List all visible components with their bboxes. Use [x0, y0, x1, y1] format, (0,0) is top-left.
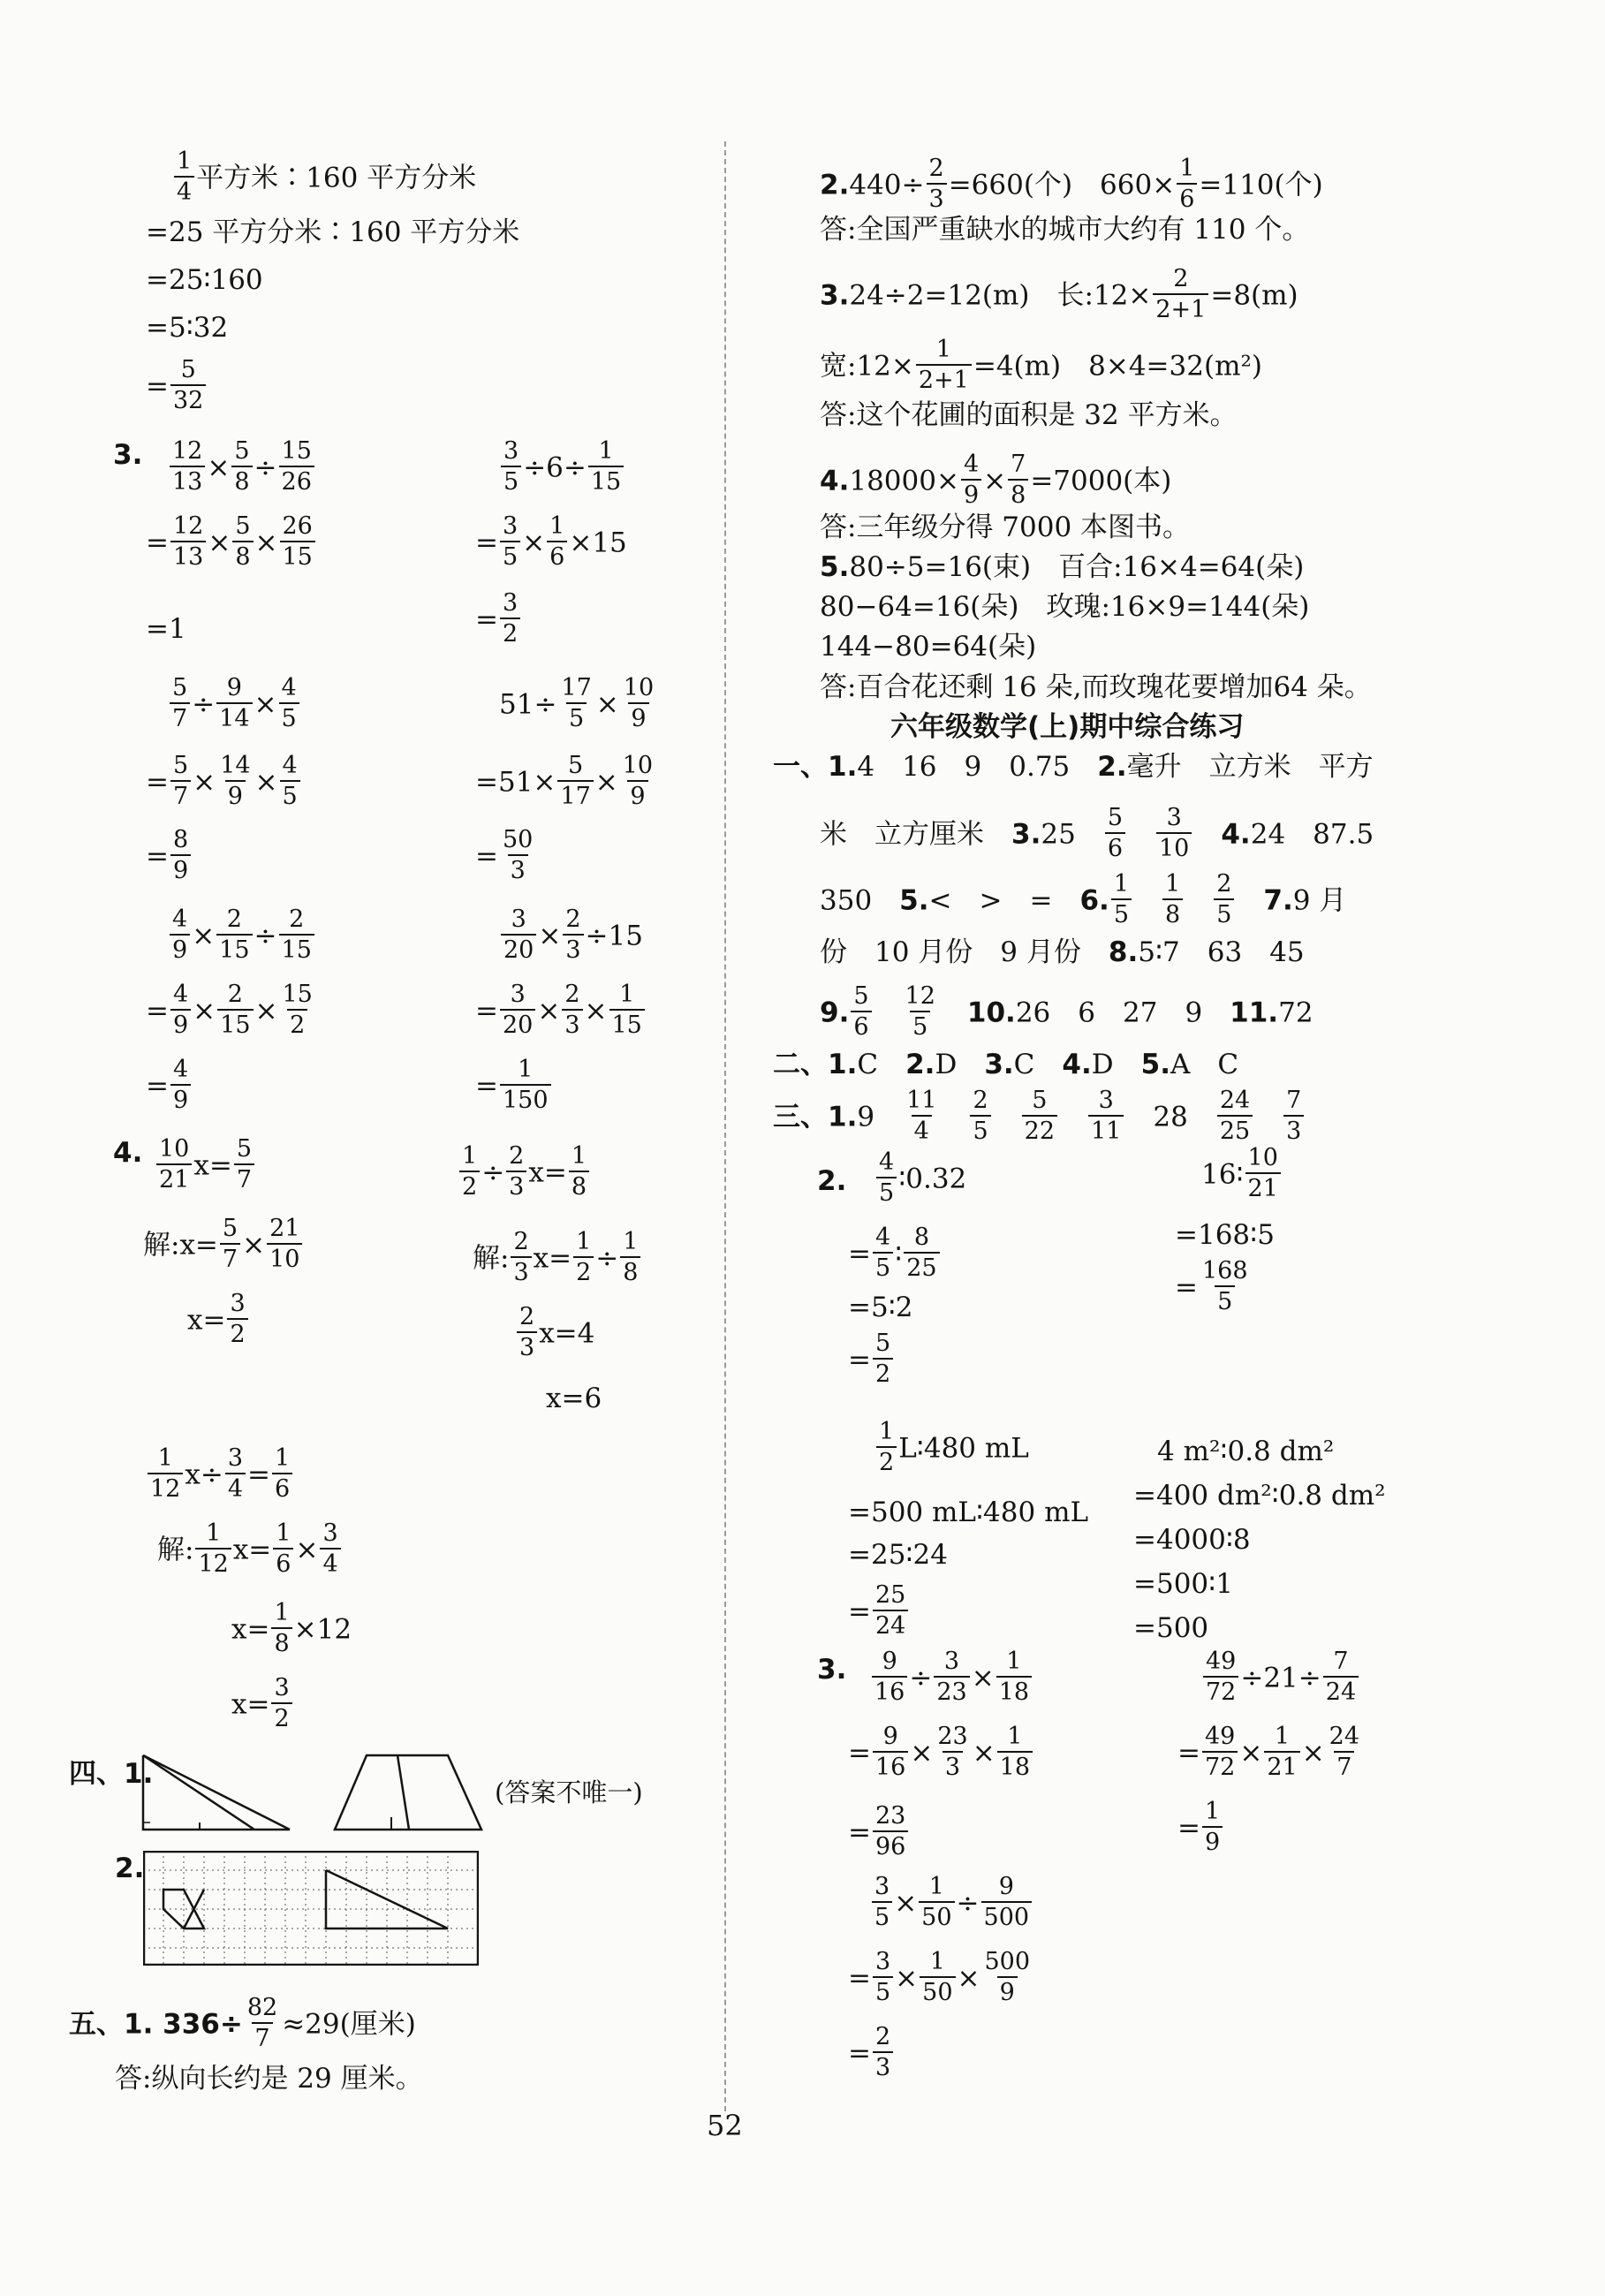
q3-label: 3. — [113, 439, 143, 471]
ratio-b-line-3: = $\frac{168}{5}$ — [1175, 1257, 1248, 1315]
q3-expr-6-result: = $\frac{1}{150}$ — [475, 1060, 553, 1115]
q3-expr-6-step-1: = $\frac{3}{20}$ × $\frac{2}{3}$ × $\frac{1}{15}$ — [475, 985, 647, 1040]
part-one-line-2: 米 立方厘米 3.25 $\frac{5}{6}$ $\frac{3}{10}$ 4.24 87.5 — [820, 804, 1374, 862]
right-q3-line-2: 宽:12× $\frac{1}{2+1}$ =4(m) 8×4=32(m²) — [820, 336, 1262, 394]
ratio-b-line-2: =168∶5 — [1175, 1219, 1275, 1251]
ratio-d-line-3: =4000∶8 — [1133, 1524, 1251, 1556]
right-q3-line-1: 3.24÷2=12(m) 长:12× $\frac{2}{2+1}$ =8(m) — [820, 265, 1298, 323]
calc-a-line-3: = $\frac{23}{96}$ — [848, 1807, 910, 1861]
section-five-line-1: 五、1. 336÷ $\frac{82}{7}$ ≈29(厘米) — [69, 1994, 416, 2052]
calc-b-line-1: $\frac{49}{72}$ ÷21÷ $\frac{7}{24}$ — [1201, 1652, 1360, 1707]
q3-expr-1: $\frac{12}{13}$ × $\frac{5}{8}$ ÷ $\frac{15}{26}$ — [168, 442, 316, 496]
right-q4-answer: 答:三年级分得 7000 本图书。 — [820, 511, 1191, 543]
right-q5-answer: 答:百合花还剩 16 朵,而玫瑰花要增加64 朵。 — [820, 671, 1372, 703]
trapezoid-figure — [331, 1754, 486, 1833]
q4-eq-b: $\frac{1}{2}$ ÷ $\frac{2}{3}$ x= $\frac{1}{8}$ — [458, 1147, 591, 1201]
section-four-item-2-label: 2. — [115, 1853, 145, 1884]
ratio-a-line-3: =5∶2 — [848, 1292, 913, 1323]
q4-eq-c-result: x= $\frac{3}{2}$ — [231, 1678, 294, 1733]
answer-not-unique-note: (答案不唯一) — [495, 1777, 643, 1807]
q3-expr-1-result: =1 — [146, 613, 186, 645]
ratio-d-line-5: =500 — [1133, 1612, 1209, 1644]
column-divider — [724, 141, 726, 2111]
ratio-d-line-1: 4 m²∶0.8 dm² — [1157, 1436, 1335, 1467]
q3-expr-4: 51÷ $\frac{17}{5}$ × $\frac{10}{9}$ — [499, 674, 655, 732]
q4-eq-b-result: x=6 — [546, 1383, 602, 1414]
ratio-a-line-2: = $\frac{4}{5}$ ∶ $\frac{8}{25}$ — [848, 1228, 942, 1283]
q4-eq-c: $\frac{1}{12}$ x÷ $\frac{3}{4}$ = $\frac{1}{6}$ — [146, 1449, 294, 1504]
q4-eq-a-result: x= $\frac{3}{2}$ — [187, 1294, 250, 1349]
ratio-c-line-4: = $\frac{25}{24}$ — [848, 1586, 910, 1641]
grid-figure — [143, 1851, 479, 1966]
ratio-line-4: =5∶32 — [146, 312, 229, 344]
ratio-line-2: =25 平方分米∶160 平方分米 — [146, 216, 520, 248]
q3-expr-1-step-1: = $\frac{12}{13}$ × $\frac{5}{8}$ × $\frac{26}{15}$ — [146, 517, 317, 572]
right-q2-line: 2.440÷ $\frac{2}{3}$ =660(个) 660× $\frac{1}{6}$ =110(个) — [820, 155, 1323, 213]
q4-eq-a-step-1: 解:x= $\frac{5}{7}$ × $\frac{21}{10}$ — [143, 1219, 304, 1274]
q3-expr-5: $\frac{4}{9}$ × $\frac{2}{15}$ ÷ $\frac{2}{15}$ — [168, 910, 316, 965]
q4-eq-c-step-1: 解: $\frac{1}{12}$ x= $\frac{1}{6}$ × $\frac{3}{4}$ — [157, 1524, 343, 1579]
section-four-label: 四、1. — [69, 1758, 154, 1790]
calc-c-line-3: = $\frac{2}{3}$ — [848, 2027, 895, 2082]
q3-expr-2-result: = $\frac{3}{2}$ — [475, 594, 522, 648]
section-five-answer: 答:纵向长约是 29 厘米。 — [115, 2063, 423, 2095]
part-one-line-5: 9. $\frac{5}{6}$ $\frac{12}{5}$ 10.26 6 27 9 11.72 — [820, 982, 1314, 1041]
calc-b-line-3: = $\frac{1}{9}$ — [1177, 1802, 1224, 1857]
calc-a-line-1: $\frac{9}{16}$ ÷ $\frac{3}{23}$ × $\frac{1}{18}$ — [870, 1652, 1033, 1707]
ratio-d-line-4: =500∶1 — [1133, 1568, 1233, 1600]
part-three-item-3-label: 3. — [817, 1654, 847, 1686]
page-number: 52 — [707, 2109, 743, 2142]
right-q5-line-1: 5.80÷5=16(束) 百合:16×4=64(朵) — [820, 551, 1305, 583]
part-one-line-3: 350 5.< > = 6. $\frac{1}{5}$ $\frac{1}{8}$ $\frac{2}{5}$ 7.9 月 — [820, 870, 1347, 928]
q3-expr-2-step-1: = $\frac{3}{5}$ × $\frac{1}{6}$ ×15 — [475, 512, 627, 571]
q3-expr-5-result: = $\frac{4}{9}$ — [146, 1060, 193, 1115]
q3-expr-3-step-1: = $\frac{5}{7}$ × $\frac{14}{9}$ × $\frac{4}{5}$ — [146, 756, 302, 811]
ratio-line-5: = $\frac{5}{32}$ — [146, 360, 208, 415]
right-q3-answer: 答:这个花圃的面积是 32 平方米。 — [820, 399, 1238, 431]
right-q5-line-3: 144−80=64(朵) — [820, 631, 1037, 663]
ratio-a-line-4: = $\frac{5}{2}$ — [848, 1334, 895, 1389]
q4-label: 4. — [113, 1137, 143, 1169]
right-q5-line-2: 80−64=16(朵) 玫瑰:16×9=144(朵) — [820, 591, 1310, 623]
q3-expr-3-result: = $\frac{8}{9}$ — [146, 830, 193, 885]
q3-expr-4-result: = $\frac{50}{3}$ — [475, 826, 534, 884]
q4-eq-a: $\frac{10}{21}$ x= $\frac{5}{7}$ — [155, 1140, 256, 1194]
ratio-c-line-2: =500 mL∶480 mL — [848, 1497, 1089, 1528]
ratio-c-line-1: $\frac{1}{2}$ L∶480 mL — [874, 1422, 1029, 1477]
right-q2-answer: 答:全国严重缺水的城市大约有 110 个。 — [820, 214, 1310, 246]
part-three-item-2-label: 2. — [817, 1165, 847, 1197]
ratio-line-1: $\frac{1}{4}$ 平方米∶160 平方分米 — [172, 152, 476, 207]
q3-expr-3: $\frac{5}{7}$ ÷ $\frac{9}{14}$ × $\frac{4}{5}$ — [168, 678, 301, 733]
part-one-line-4: 份 10 月份 9 月份 8.5∶7 63 45 — [820, 936, 1305, 968]
q3-expr-5-step-1: = $\frac{4}{9}$ × $\frac{2}{15}$ × $\frac{15}{2}$ — [146, 981, 313, 1039]
part-three-line-1: 三、1.9 $\frac{11}{4}$ $\frac{2}{5}$ $\frac{5}{22}$ $\frac{3}{11}$ 28 $\frac{24}{25}$ $\frac{7}{3}$ — [773, 1091, 1306, 1146]
calc-c-line-1: $\frac{3}{5}$ × $\frac{1}{50}$ ÷ $\frac{9}{500}$ — [870, 1877, 1033, 1932]
section-title: 六年级数学(上)期中综合练习 — [890, 711, 1245, 743]
q4-eq-b-step-2: $\frac{2}{3}$ x=4 — [515, 1307, 594, 1362]
calc-c-line-2: = $\frac{3}{5}$ × $\frac{1}{50}$ × $\frac{500}{9}$ — [848, 1948, 1031, 2006]
q4-eq-c-step-2: x= $\frac{1}{8}$ ×12 — [231, 1599, 352, 1657]
calc-b-line-2: = $\frac{49}{72}$ × $\frac{1}{21}$ × $\frac{24}{7}$ — [1177, 1723, 1360, 1781]
part-two-line: 二、1.C 2.D 3.C 4.D 5.A C — [773, 1049, 1239, 1080]
q3-expr-2: $\frac{3}{5}$ ÷6÷ $\frac{1}{15}$ — [499, 442, 625, 496]
q4-eq-b-step-1: 解: $\frac{2}{3}$ x= $\frac{1}{2}$ ÷ $\frac{1}{8}$ — [473, 1232, 642, 1287]
ratio-d-line-2: =400 dm²∶0.8 dm² — [1133, 1480, 1386, 1512]
ratio-b-line-1: 16∶ $\frac{10}{21}$ — [1201, 1148, 1283, 1203]
ratio-line-3: =25∶160 — [146, 264, 263, 296]
q3-expr-4-step-1: =51× $\frac{5}{17}$ × $\frac{10}{9}$ — [475, 752, 654, 810]
triangle-figure — [140, 1754, 299, 1833]
right-q4-line: 4.18000× $\frac{4}{9}$ × $\frac{7}{8}$ =7000(本) — [820, 451, 1172, 509]
part-one-line-1: 一、1.4 16 9 0.75 2.毫升 立方米 平方 — [773, 751, 1374, 783]
ratio-a-line-1: $\frac{4}{5}$ ∶0.32 — [874, 1153, 966, 1208]
q3-expr-6: $\frac{3}{20}$ × $\frac{2}{3}$ ÷15 — [499, 910, 643, 965]
ratio-c-line-3: =25∶24 — [848, 1539, 948, 1571]
calc-a-line-2: = $\frac{9}{16}$ × $\frac{23}{3}$ × $\frac{1}{18}$ — [848, 1727, 1034, 1782]
